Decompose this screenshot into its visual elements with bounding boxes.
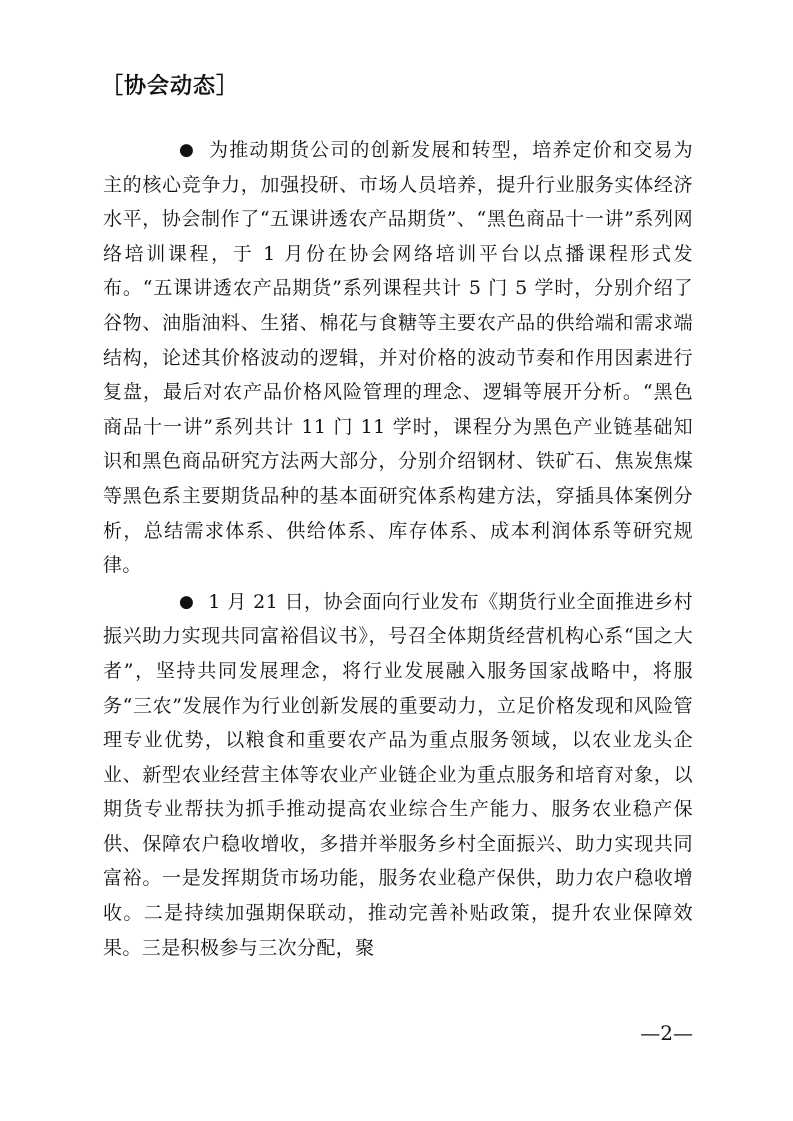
paragraph-text: 为推动期货公司的创新发展和转型，培养定价和交易为主的核心竞争力，加强投研、市场人员培养，提升行业服务实体经济水平，协会制作了“五课讲透农产品期货”、“黑色商品十一讲”系列网络培训课程，于 1 月份在协会网络培训平台以点播课程形式发布。“五课讲透农产品期货”系列课程共计 5 门 5 学时，分别介绍了谷物、油脂油料、生猪、棉花与食糖等主要农产品的供给端和需求端结构，论述其价格波动的逻辑，并对价格的波动节奏和作用因素进行复盘，最后对农产品价格风险管理的理念、逻辑等展开分析。“黑色商品十一讲”系列共计 11 门 11 学时，课程分为黑色产业链基础知识和黑色商品研究方法两大部分，分别介绍钢材、铁矿石、焦炭焦煤等黑色系主要期货品种的基本面研究体系构建方法，穿插具体案例分析，总结需求体系、供给体系、库存体系、成本利润体系等研究规律。 [103, 139, 693, 577]
section-title: ［协会动态］ [101, 74, 240, 99]
paragraph-training-courses [103, 133, 693, 583]
bullet-icon: ● [179, 140, 195, 160]
document-body [103, 133, 693, 967]
page-number: —2— [640, 1021, 693, 1045]
paragraph-rural-revitalization [103, 585, 693, 966]
bullet-icon: ● [179, 591, 195, 612]
paragraph-text: 1 月 21 日，协会面向行业发布《期货行业全面推进乡村振兴助力实现共同富裕倡议书》，号召全体期货经营机构心系“国之大者”，坚持共同发展理念，将行业发展融入服务国家战略中，将服务“三农”发展作为行业创新发展的重要动力，立足价格发现和风险管理专业优势，以粮食和重要农产品为重点服务领域，以农业龙头企业、新型农业经营主体等农业产业链企业为重点服务和培育对象，以期货专业帮扶为抓手推动提高农业综合生产能力、服务农业稳产保供、保障农户稳收增收，多措并举服务乡村全面振兴、助力实现共同富裕。一是发挥期货市场功能，服务农业稳产保供，助力农户稳收增收。二是持续加强期保联动，推动完善补贴政策，提升农业保障效果。三是积极参与三次分配，聚 [103, 590, 693, 959]
